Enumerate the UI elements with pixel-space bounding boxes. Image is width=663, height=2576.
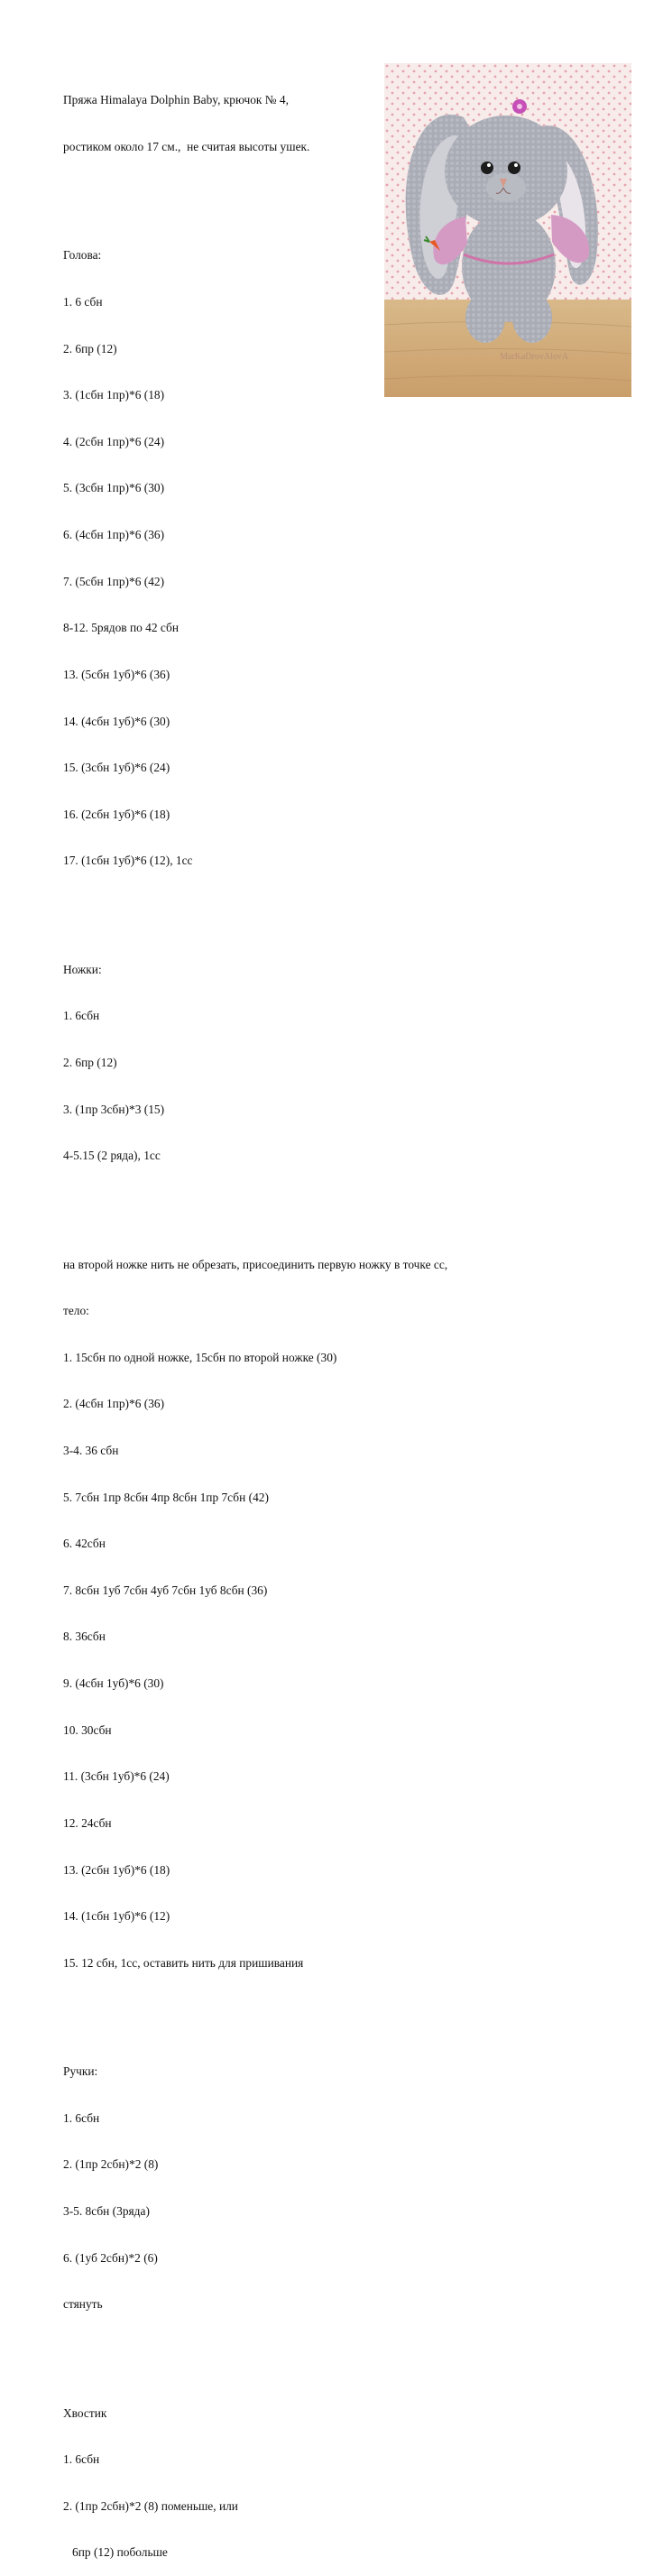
body-title: тело: bbox=[63, 1304, 89, 1318]
photo-watermark: MarKaDrovAlovA bbox=[500, 352, 569, 362]
body-row: 7. 8сбн 1уб 7сбн 4уб 7сбн 1уб 8сбн (36) bbox=[63, 1583, 268, 1597]
arms-row: 2. (1пр 2сбн)*2 (8) bbox=[63, 2157, 159, 2172]
arms-row: 1. 6сбн bbox=[63, 2110, 100, 2125]
left-foot bbox=[465, 292, 505, 343]
legs-row: 3. (1пр 3сбн)*3 (15) bbox=[63, 1102, 165, 1116]
head-row: 14. (4сбн 1уб)*6 (30) bbox=[63, 714, 170, 728]
head-row: 7. (5сбн 1пр)*6 (42) bbox=[63, 574, 165, 588]
head-row: 4. (2сбн 1пр)*6 (24) bbox=[63, 434, 165, 448]
body-note: на второй ножке нить не обрезать, присоединить первую ножку в точке сс, bbox=[63, 1257, 448, 1271]
body-row: 15. 12 сбн, 1сс, оставить нить для пришивания bbox=[63, 1955, 304, 1970]
head-row: 8-12. 5рядов по 42 сбн bbox=[63, 621, 180, 635]
arms-row: 6. (1уб 2сбн)*2 (6) bbox=[63, 2250, 158, 2265]
intro-line: Пряжа Himalaya Dolphin Baby, крючок № 4, bbox=[63, 93, 289, 107]
body-row: 3-4. 36 сбн bbox=[63, 1444, 119, 1458]
body-row: 11. (3сбн 1уб)*6 (24) bbox=[63, 1769, 170, 1784]
pattern-text bbox=[63, 61, 448, 2576]
head-row: 5. (3сбн 1пр)*6 (30) bbox=[63, 481, 165, 495]
right-eye bbox=[508, 162, 520, 174]
left-eye-shine bbox=[487, 163, 491, 167]
arms-row: стянуть bbox=[63, 2297, 103, 2312]
head-row: 1. 6 сбн bbox=[63, 295, 103, 309]
arms-row: 3-5. 8сбн (3ряда) bbox=[63, 2203, 150, 2218]
right-foot bbox=[512, 292, 552, 343]
head-row: 17. (1сбн 1уб)*6 (12), 1сс bbox=[63, 854, 193, 868]
body-row: 2. (4сбн 1пр)*6 (36) bbox=[63, 1397, 165, 1411]
body-row: 13. (2сбн 1уб)*6 (18) bbox=[63, 1862, 170, 1877]
left-eye bbox=[481, 162, 493, 174]
body-row: 10. 30сбн bbox=[63, 1722, 112, 1737]
body-row: 6. 42сбн bbox=[63, 1537, 106, 1551]
tail-row: 2. (1пр 2сбн)*2 (8) поменьше, или bbox=[63, 2498, 238, 2513]
muzzle bbox=[486, 173, 526, 202]
head-row: 15. (3сбн 1уб)*6 (24) bbox=[63, 761, 170, 775]
legs-title: Ножки: bbox=[63, 962, 102, 976]
head-row: 6. (4сбн 1пр)*6 (36) bbox=[63, 528, 165, 542]
body-row: 9. (4сбн 1уб)*6 (30) bbox=[63, 1676, 164, 1691]
bunny-illustration bbox=[384, 63, 631, 397]
head-row: 16. (2сбн 1уб)*6 (18) bbox=[63, 807, 170, 821]
legs-row: 4-5.15 (2 ряда), 1сс bbox=[63, 1149, 161, 1163]
right-eye-shine bbox=[514, 163, 518, 167]
bunny-photo bbox=[384, 63, 631, 397]
intro-line: ростиком около 17 см., не считая высоты ушек. bbox=[63, 140, 310, 154]
legs-row: 1. 6сбн bbox=[63, 1009, 100, 1023]
bunny-head bbox=[445, 115, 567, 227]
body-row: 12. 24сбн bbox=[63, 1815, 112, 1830]
head-row: 2. 6пр (12) bbox=[63, 341, 117, 355]
tail-title: Хвостик bbox=[63, 2405, 107, 2420]
arms-title: Ручки: bbox=[63, 2064, 98, 2079]
flower-center bbox=[517, 104, 522, 109]
tail-row: 6пр (12) побольше bbox=[63, 2545, 168, 2560]
body-row: 5. 7сбн 1пр 8сбн 4пр 8сбн 1пр 7сбн (42) bbox=[63, 1490, 269, 1504]
body-row: 14. (1сбн 1уб)*6 (12) bbox=[63, 1909, 170, 1924]
head-row: 3. (1сбн 1пр)*6 (18) bbox=[63, 388, 165, 402]
legs-row: 2. 6пр (12) bbox=[63, 1055, 117, 1069]
body-row: 1. 15сбн по одной ножке, 15сбн по второй ножке (30) bbox=[63, 1350, 337, 1364]
head-title: Голова: bbox=[63, 248, 102, 263]
body-row: 8. 36сбн bbox=[63, 1630, 106, 1644]
tail-row: 1. 6сбн bbox=[63, 2452, 100, 2467]
head-row: 13. (5сбн 1уб)*6 (36) bbox=[63, 667, 170, 681]
